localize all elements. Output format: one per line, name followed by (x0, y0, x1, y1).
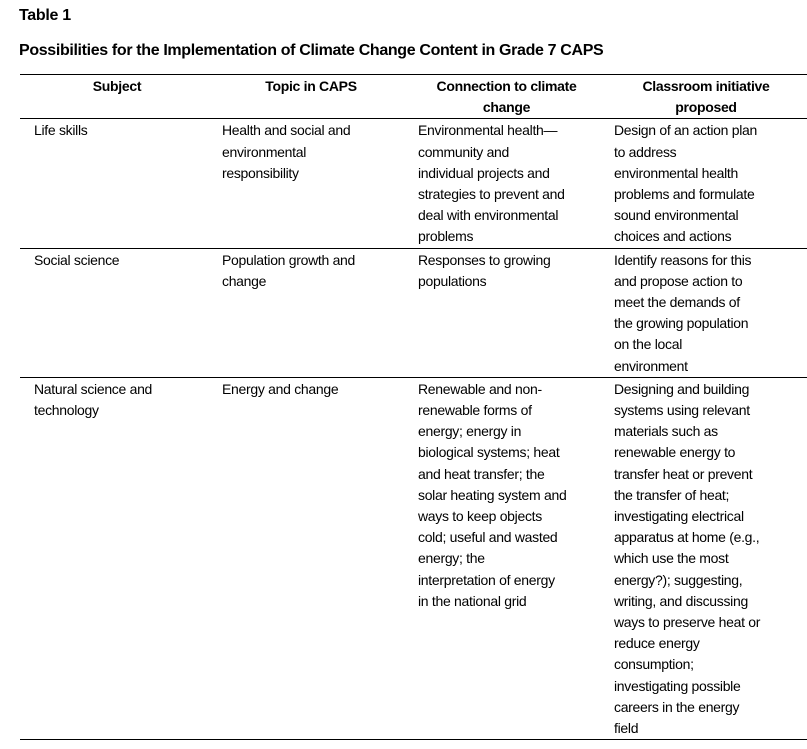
header-subject: Subject (92, 78, 142, 94)
cell-initiative: Design of an action plan to address environmental health problems and formulate sound environmental choices and actions (614, 122, 758, 245)
header-topic: Topic in CAPS (265, 78, 357, 94)
cell-initiative: Identify reasons for this and propose action to meet the demands of the growing population on the local environment (614, 251, 752, 374)
table-row (20, 248, 807, 377)
cell-topic: Energy and change (222, 380, 339, 397)
header-connection: Connection to climate change (436, 78, 577, 116)
cell-topic: Health and social and environmental responsibility (222, 122, 351, 181)
cell-connection: Responses to growing populations (418, 251, 551, 289)
table-label: Table 1 (19, 7, 71, 24)
cell-initiative: Designing and building systems using relevant materials such as renewable energy to transfer heat or prevent the transfer of heat; investigating electrical apparatus at home (e.g., which use the most energy?); suggesting, writing, and discussing ways to preserve heat or reduce energy consumption; investigating possible careers in the energy field (614, 380, 761, 737)
table-header-row (20, 75, 807, 119)
table-row (20, 377, 807, 739)
cell-topic: Population growth and change (222, 251, 356, 289)
cell-subject: Life skills (34, 122, 88, 139)
cell-connection: Renewable and non- renewable forms of energy; energy in biological systems; heat and heat transfer; the solar heating system and ways to keep objects cold; useful and wasted energy; the interpretation of energy in the national grid (418, 380, 567, 609)
cell-connection: Environmental health— community and individual projects and strategies to prevent and deal with environmental problems (418, 122, 565, 245)
caps-climate-table (20, 74, 807, 740)
table-caption: Possibilities for the Implementation of Climate Change Content in Grade 7 CAPS (19, 42, 604, 59)
cell-subject: Social science (34, 251, 120, 268)
header-initiative: Classroom initiative proposed (642, 78, 770, 116)
cell-subject: Natural science and technology (34, 380, 153, 419)
table-row (20, 119, 807, 248)
